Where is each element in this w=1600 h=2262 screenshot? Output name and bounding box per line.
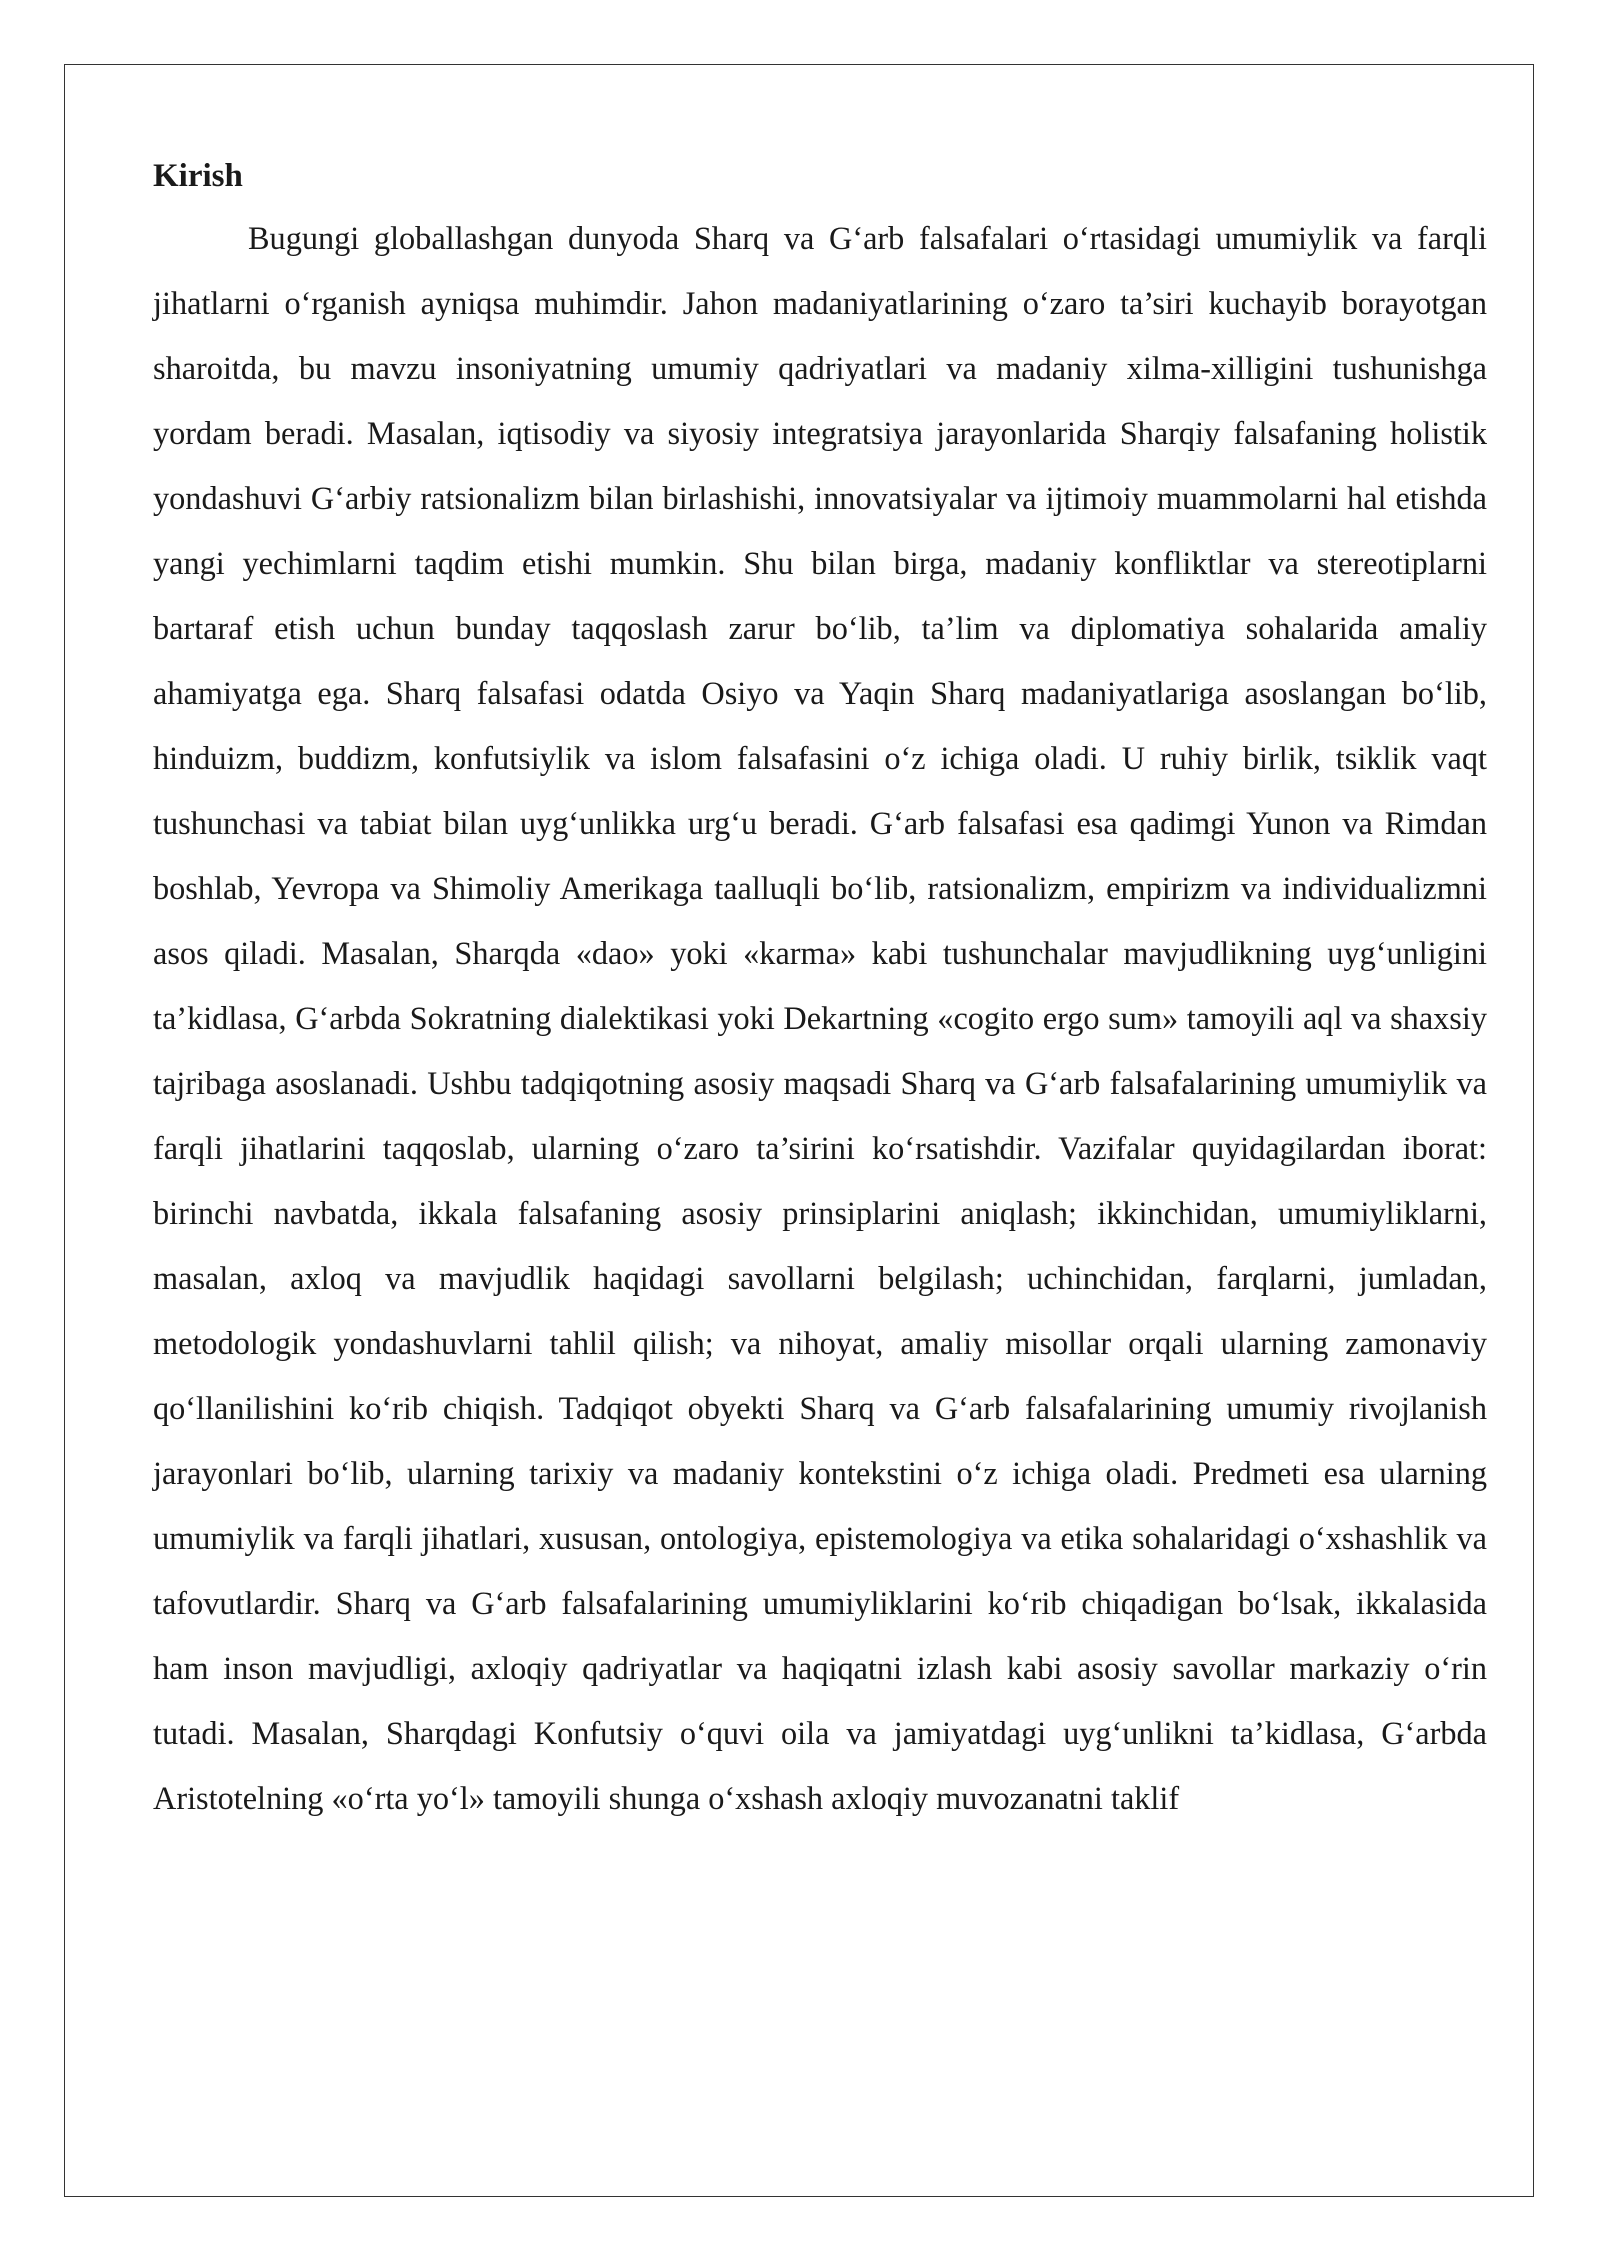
document-content	[153, 146, 1487, 1831]
body-paragraph: Bugungi globallashgan dunyoda Sharq va G‘arb falsafalari o‘rtasidagi umumiylik va farqli jihatlarni o‘rganish ayniqsa muhimdir. Jahon madaniyatlarining o‘zaro ta’siri kuchayib borayotgan sharoitda, bu mavzu insoniyatning umumiy qadriyatlari va madaniy xilma-xilligini tushunishga yordam beradi. Masalan, iqtisodiy va siyosiy integratsiya jarayonlarida Sharqiy falsafaning holistik yondashuvi G‘arbiy ratsionalizm bilan birlashishi, innovatsiyalar va ijtimoiy muammolarni hal etishda yangi yechimlarni taqdim etishi mumkin. Shu bilan birga, madaniy konfliktlar va stereotiplarni bartaraf etish uchun bunday taqqoslash zarur bo‘lib, ta’lim va diplomatiya sohalarida amaliy ahamiyatga ega. Sharq falsafasi odatda Osiyo va Yaqin Sharq madaniyatlariga asoslangan bo‘lib, hinduizm, buddizm, konfutsiylik va islom falsafasini o‘z ichiga oladi. U ruhiy birlik, tsiklik vaqt tushunchasi va tabiat bilan uyg‘unlikka urg‘u beradi. G‘arb falsafasi esa qadimgi Yunon va Rimdan boshlab, Yevropa va Shimoliy Amerikaga taalluqli bo‘lib, ratsionalizm, empirizm va individualizmni asos qiladi. Masalan, Sharqda «dao» yoki «karma» kabi tushunchalar mavjudlikning uyg‘unligini ta’kidlasa, G‘arbda Sokratning dialektikasi yoki Dekartning «cogito ergo sum» tamoyili aql va shaxsiy tajribaga asoslanadi. Ushbu tadqiqotning asosiy maqsadi Sharq va G‘arb falsafalarining umumiylik va farqli jihatlarini taqqoslab, ularning o‘zaro ta’sirini ko‘rsatishdir. Vazifalar quyidagilardan iborat: birinchi navbatda, ikkala falsafaning asosiy prinsiplarini aniqlash; ikkinchidan, umumiyliklarni, masalan, axloq va mavjudlik haqidagi savollarni belgilash; uchinchidan, farqlarni, jumladan, metodologik yondashuvlarni tahlil qilish; va nihoyat, amaliy misollar orqali ularning zamonaviy qo‘llanilishini ko‘rib chiqish. Tadqiqot obyekti Sharq va G‘arb falsafalarining umumiy rivojlanish jarayonlari bo‘lib, ularning tarixiy va madaniy kontekstini o‘z ichiga oladi. Predmeti esa ularning umumiylik va farqli jihatlari, xususan, ontologiya, epistemologiya va etika sohalaridagi o‘xshashlik va tafovutlardir. Sharq va G‘arb falsafalarining umumiyliklarini ko‘rib chiqadigan bo‘lsak, ikkalasida ham inson mavjudligi, axloqiy qadriyatlar va haqiqatni izlash kabi asosiy savollar markaziy o‘rin tutadi. Masalan, Sharqdagi Konfutsiy o‘quvi oila va jamiyatdagi uyg‘unlikni ta’kidlasa, G‘arbda Aristotelning «o‘rta yo‘l» tamoyili shunga o‘xshash axloqiy muvozanatni taklif	[153, 220, 1487, 1816]
section-heading: Kirish	[153, 158, 243, 194]
